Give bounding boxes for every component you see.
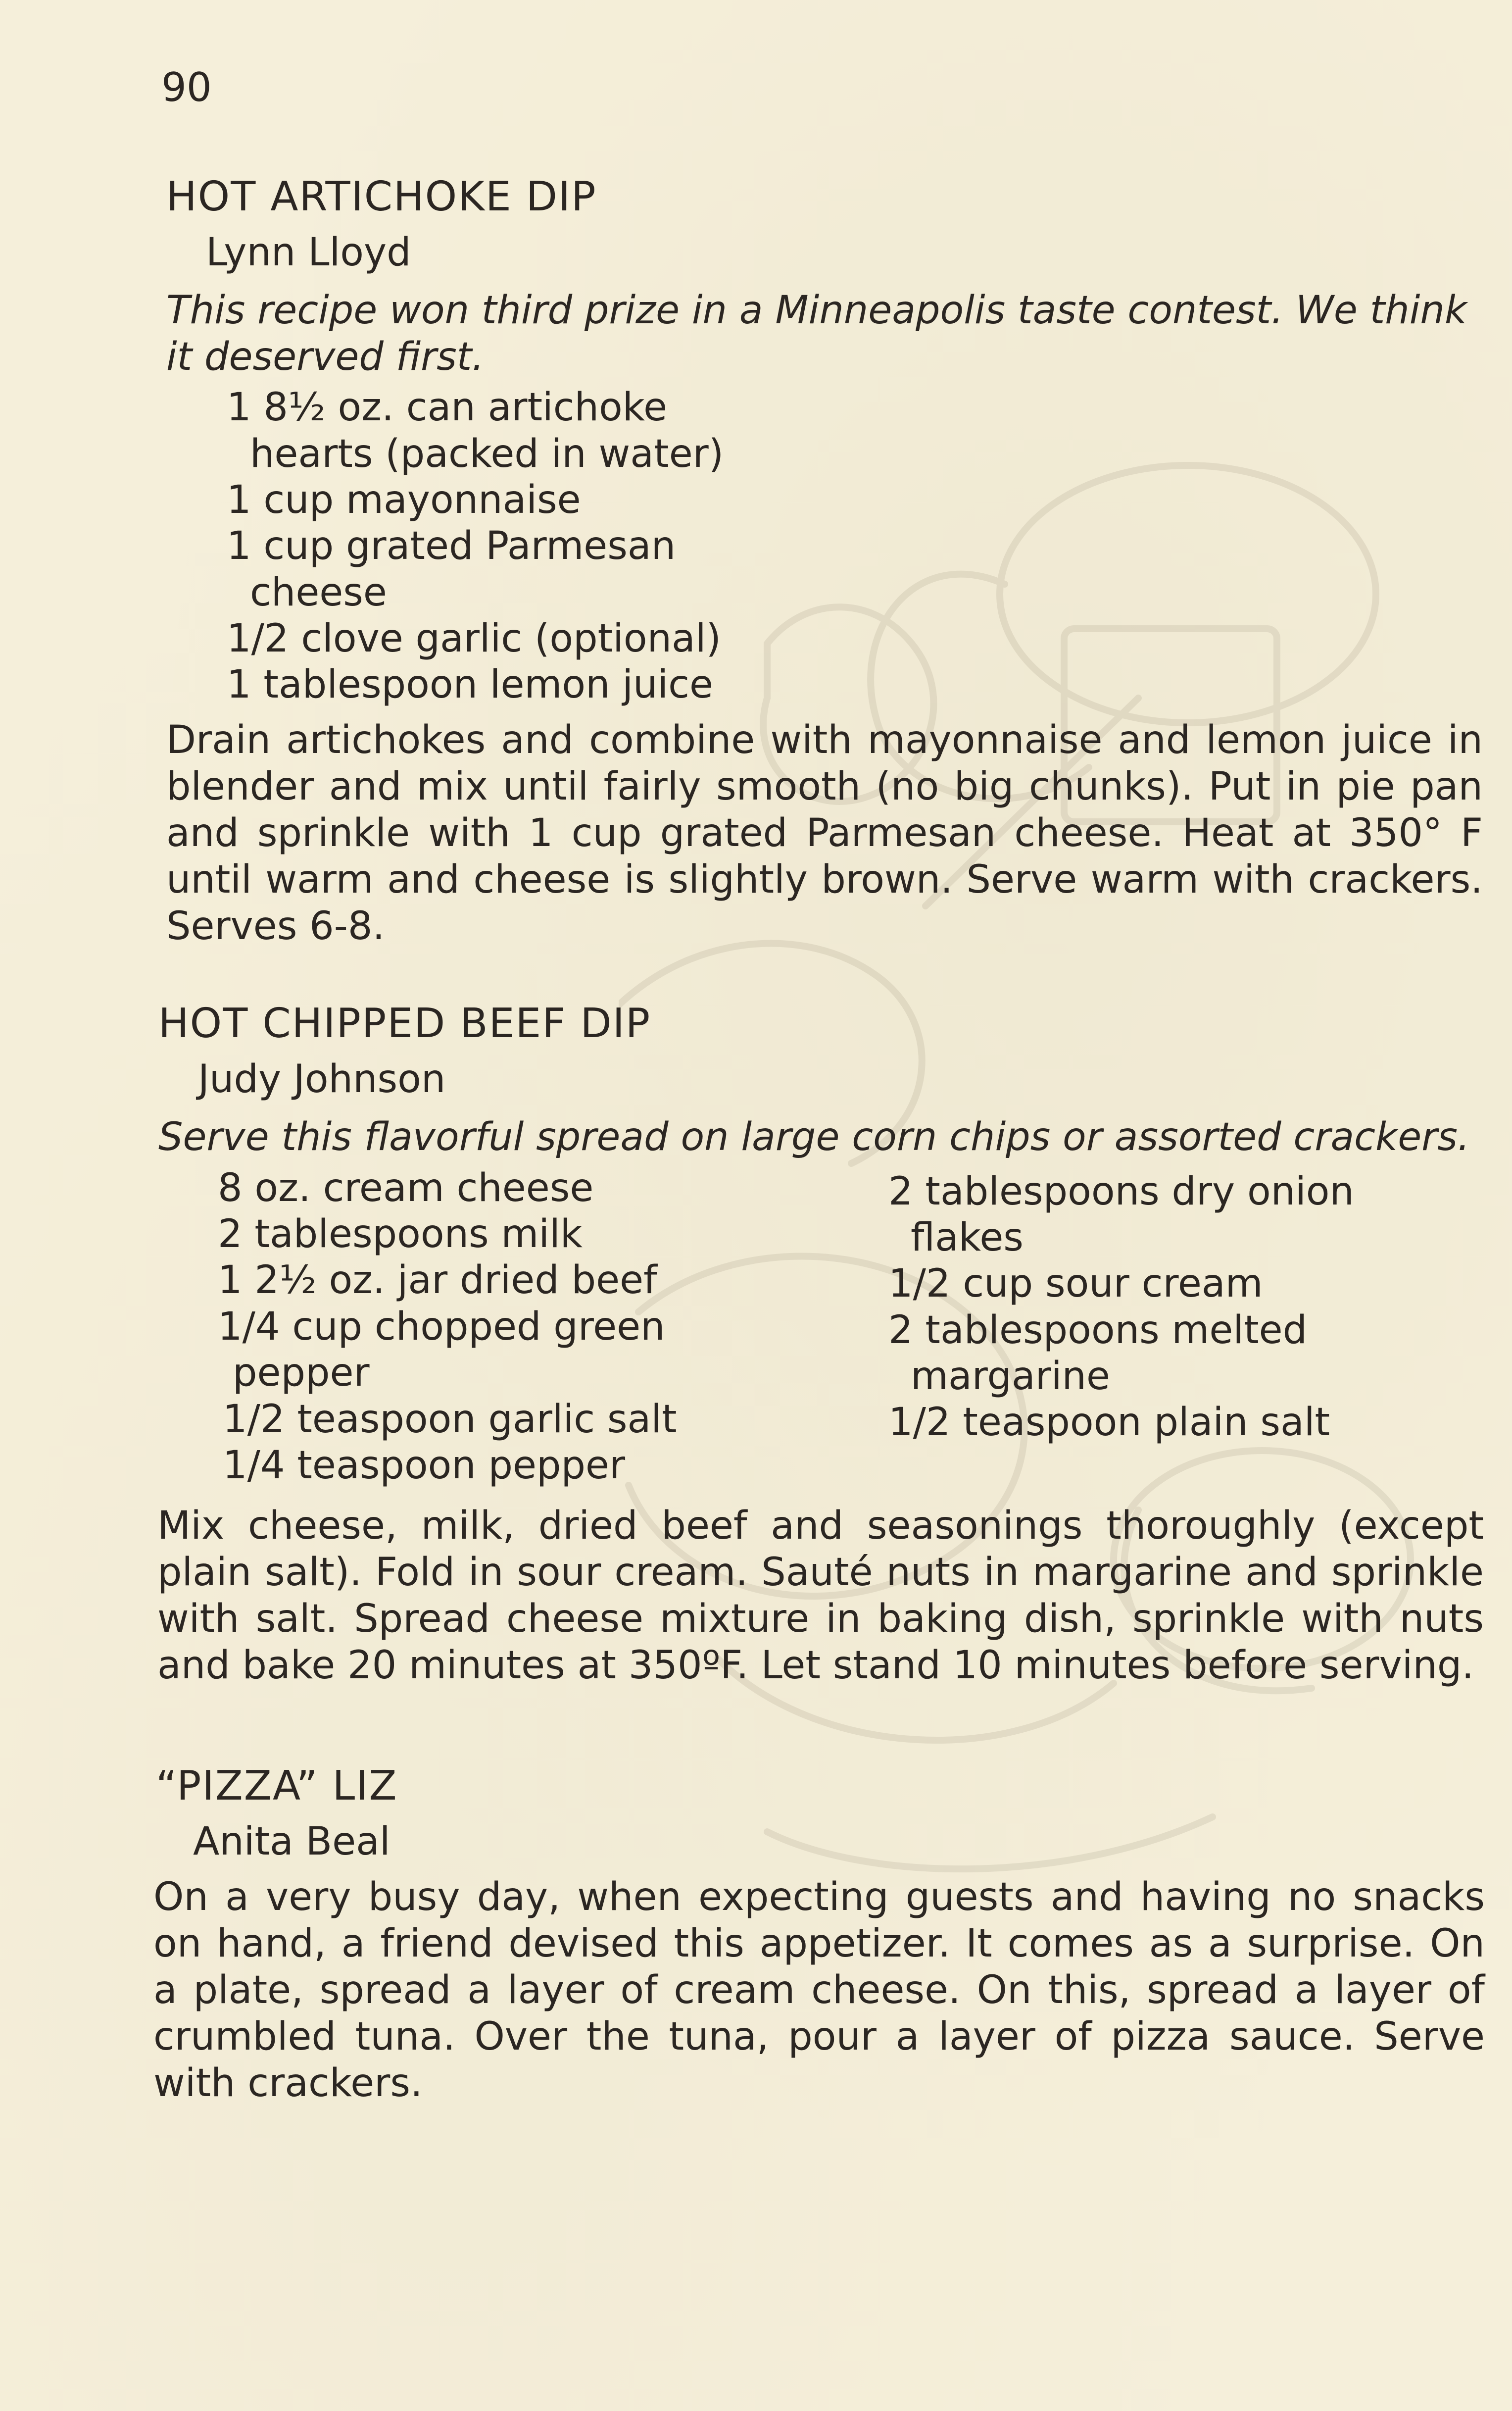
ingredient-line: 1/2 cup sour cream: [888, 1261, 1263, 1306]
recipe-directions: Drain artichokes and combine with mayonnaise and lemon juice in blender and mix until fairly smooth (no big chunks). Put in pie pan and sprinkle with 1 cup grated Parmesan cheese. Heat at 350° F until warm and cheese is slightly brown. Serve warm with crackers. Serves 6-8.: [166, 718, 1483, 949]
recipe-title: HOT ARTICHOKE DIP: [166, 173, 597, 220]
ingredient-line: 1/2 teaspoon plain salt: [888, 1400, 1330, 1445]
recipe-author: Anita Beal: [193, 1819, 390, 1864]
recipe-title: HOT CHIPPED BEEF DIP: [158, 1000, 651, 1047]
ingredient-line: 1 tablespoon lemon juice: [227, 662, 714, 707]
ingredient-line: 1 2½ oz. jar dried beef: [218, 1258, 657, 1303]
ingredient-line: 1 cup grated Parmesan: [227, 524, 676, 568]
recipe-author: Judy Johnson: [198, 1057, 446, 1102]
ingredient-line: 2 tablespoons milk: [218, 1212, 583, 1256]
recipe-author: Lynn Lloyd: [206, 230, 411, 275]
ingredient-line: 1/2 clove garlic (optional): [227, 616, 721, 661]
ingredient-line: 1 cup mayonnaise: [227, 478, 581, 522]
ingredient-line: 1/4 teaspoon pepper: [223, 1443, 626, 1488]
recipe-directions: On a very busy day, when expecting guests and having no snacks on hand, a friend devised this appetizer. It comes as a surprise. On a plate, spread a layer of cream cheese. On this, spread a layer of crumbled tuna. Over the tuna, pour a layer of pizza sauce. Serve with crackers.: [153, 1875, 1485, 2106]
recipe-directions: Mix cheese, milk, dried beef and seasonings thoroughly (except plain salt). Fold in sour cream. Sauté nuts in margarine and sprinkle with salt. Spread cheese mixture in baking dish, sprinkle with nuts and bake 20 minutes at 350ºF. Let stand 10 minutes before serving.: [157, 1504, 1484, 1688]
ingredient-line: 1/4 cup chopped green: [218, 1305, 665, 1349]
ingredient-line: 1 8½ oz. can artichoke: [227, 385, 668, 430]
ingredient-line: flakes: [911, 1215, 1024, 1260]
ingredient-line: margarine: [911, 1354, 1110, 1399]
ingredient-line: hearts (packed in water): [250, 432, 724, 476]
ingredient-line: 8 oz. cream cheese: [218, 1166, 594, 1210]
page-number: 90: [161, 64, 212, 110]
ingredient-line: 2 tablespoons dry onion: [888, 1169, 1354, 1214]
recipe-intro: This recipe won third prize in a Minneapolis taste contest. We think it deserved first.: [166, 288, 1467, 379]
ingredient-line: cheese: [250, 570, 387, 615]
recipe-intro: Serve this flavorful spread on large corn chips or assorted crackers.: [158, 1115, 1470, 1159]
recipe-title: “PIZZA” LIZ: [156, 1762, 398, 1809]
ingredient-line: pepper: [233, 1351, 370, 1395]
ingredient-line: 2 tablespoons melted: [888, 1308, 1308, 1353]
ingredient-line: 1/2 teaspoon garlic salt: [223, 1397, 677, 1442]
